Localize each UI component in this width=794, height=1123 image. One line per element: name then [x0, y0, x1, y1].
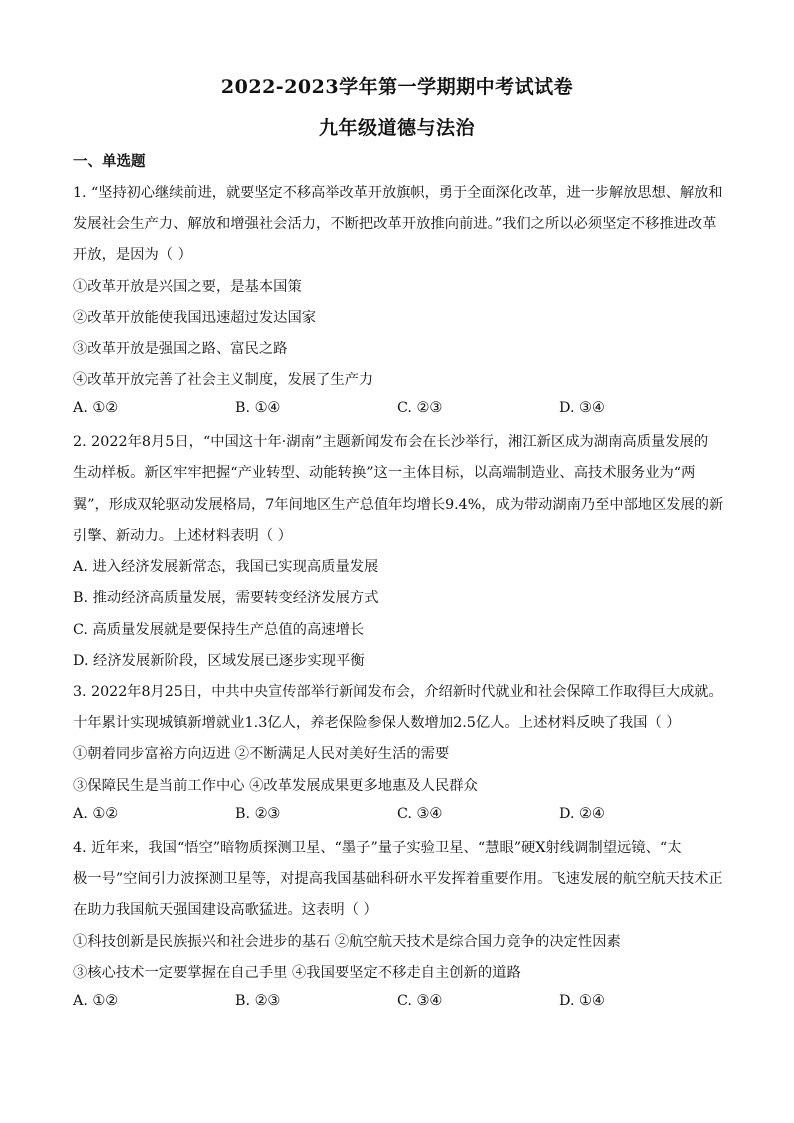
option-b: B. ①④ [235, 400, 281, 416]
question-2-text-line: 生动样板。新区牢牢把握“产业转型、动能转换”这一主体目标，以高端制造业、高技术服务业为“两 [73, 465, 696, 481]
question-3-statement: ①朝着同步富裕方向迈进 ②不断满足人民对美好生活的需要 [73, 746, 450, 762]
option-d: D. ③④ [559, 400, 605, 416]
option-d: D. ②④ [559, 806, 605, 822]
question-2-text-line: 引擎、新动力。上述材料表明（ ） [73, 528, 292, 544]
question-1-statement: ②改革开放能使我国迅速超过发达国家 [73, 310, 317, 326]
exam-subject: 九年级道德与法治 [318, 117, 475, 139]
question-1-statement: ①改革开放是兴国之要，是基本国策 [73, 279, 302, 295]
question-2-choice: C. 高质量发展就是要保持生产总值的高速增长 [73, 622, 365, 638]
question-4-options [73, 993, 723, 1013]
option-a: A. ①② [73, 806, 119, 822]
option-b: B. ②③ [235, 806, 281, 822]
option-b: B. ②③ [235, 993, 281, 1009]
option-c: C. ③④ [397, 806, 443, 822]
question-1-text-line: 发展社会生产力、解放和增强社会活力，不断把改革开放推向前进。”我们之所以必须坚定不移推进改革 [73, 216, 717, 232]
question-1-text-line: 1. “坚持初心继续前进，就要坚定不移高举改革开放旗帜，勇于全面深化改革，进一步解放思想、解放和 [73, 185, 723, 201]
question-3-text-line: 十年累计实现城镇新增就业1.3亿人，养老保险参保人数增加2.5亿人。上述材料反映了我国（ ） [73, 715, 681, 731]
question-1-text-line: 开放，是因为（ ） [73, 247, 192, 263]
question-1-statement: ④改革开放完善了社会主义制度，发展了生产力 [73, 372, 374, 388]
option-a: A. ①② [73, 400, 119, 416]
question-2-text-line: 翼”，形成双轮驱动发展格局，7年间地区生产总值年均增长9.4%，成为带动湖南乃至中部地区发展的新 [73, 497, 724, 513]
question-1-statement: ③改革开放是强国之路、富民之路 [73, 341, 288, 357]
question-4-text-line: 极一号”空间引力波探测卫星等，对提高我国基础科研水平发挥着重要作用。飞速发展的航空航天技术正 [73, 871, 723, 887]
option-a: A. ①② [73, 993, 119, 1009]
question-2-text-line: 2. 2022年8月5日，“中国这十年·湖南”主题新闻发布会在长沙举行，湘江新区成为湖南高质量发展的 [73, 434, 709, 450]
question-1-options [73, 400, 723, 420]
option-c: C. ③④ [397, 993, 443, 1009]
question-2-choice: D. 经济发展新阶段，区域发展已逐步实现平衡 [73, 653, 365, 669]
option-c: C. ②③ [397, 400, 443, 416]
option-d: D. ①④ [559, 993, 605, 1009]
question-3-statement: ③保障民生是当前工作中心 ④改革发展成果更多地惠及人民群众 [73, 778, 478, 794]
exam-title: 2022-2023学年第一学期期中考试试卷 [220, 76, 574, 98]
question-4-text-line: 4. 近年来，我国“悟空”暗物质探测卫星、“墨子”量子实验卫星、“慧眼”硬X射线调制望远镜、“太 [73, 840, 682, 856]
question-3-text-line: 3. 2022年8月25日，中共中央宣传部举行新闻发布会，介绍新时代就业和社会保障工作取得巨大成就。 [73, 684, 723, 700]
question-4-statement: ①科技创新是民族振兴和社会进步的基石 ②航空航天技术是综合国力竞争的决定性因素 [73, 934, 621, 950]
question-2-choice: A. 进入经济发展新常态，我国已实现高质量发展 [73, 559, 379, 575]
section-heading: 一、单选题 [73, 153, 146, 170]
question-4-text-line: 在助力我国航天强国建设高歌猛进。这表明（ ） [73, 902, 378, 918]
question-2-choice: B. 推动经济高质量发展，需要转变经济发展方式 [73, 590, 379, 606]
question-3-options [73, 806, 723, 826]
question-4-statement: ③核心技术一定要掌握在自己手里 ④我国要坚定不移走自主创新的道路 [73, 965, 521, 981]
